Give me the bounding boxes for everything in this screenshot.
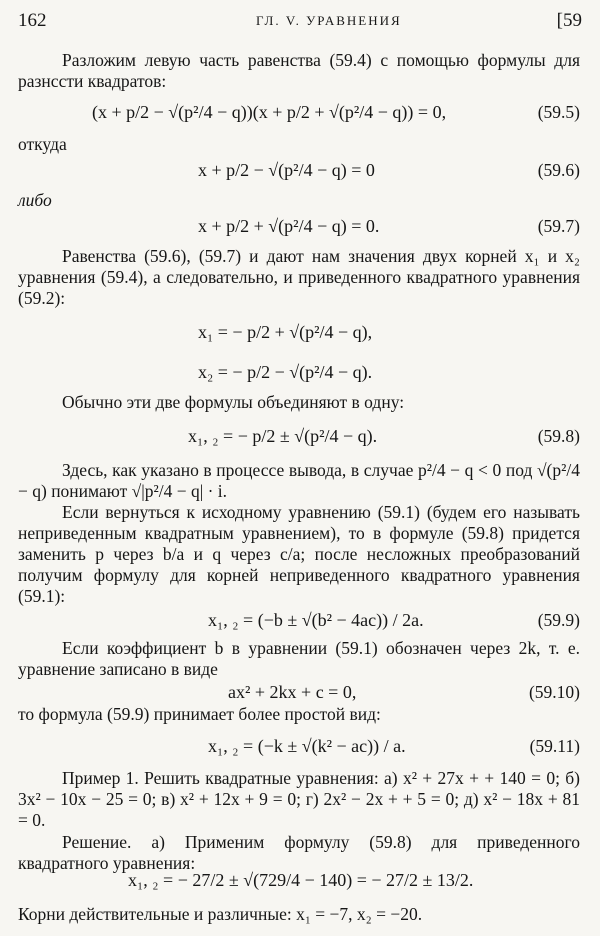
equation-x2-formula: x₂ = − p/2 − √(p²/4 − q). (198, 361, 373, 382)
equation-59-9-formula: x₁, ₂ = (−b ± √(b² − 4ac)) / 2a. (208, 609, 424, 630)
paragraph-general-equation: Если вернуться к исходному уравнению (59.1) (будем его называть неприведенным квадратным уравнением), то в формуле (59.8) придется заменить p через b/a и q через c/a; после несложных преобразований получим формулу для корней неприведенного квадратного уравнения (59.1): (18, 502, 580, 606)
paragraph-coefficient-2k: Если коэффициент b в уравнении (59.1) обозначен через 2k, т. е. уравнение записано в виде (18, 638, 580, 679)
paragraph-example-1: Пример 1. Решить квадратные уравнения: а) x² + 27x + + 140 = 0; б) 3x² − 10x − 25 = 0; в) x² + 12x + 9 = 0; г) 2x² − 2x + + 5 = 0; д) x² − 18x + 81 = 0. (18, 768, 580, 830)
equation-59-7-number: (59.7) (537, 216, 580, 236)
equation-59-9-number: (59.9) (537, 610, 580, 630)
equation-59-6-number: (59.6) (537, 160, 580, 180)
equation-solution (18, 860, 582, 900)
paragraph-solution: Решение. а) Применим формулу (59.8) для приведенного квадратного уравнения: (18, 832, 580, 873)
equation-x1-formula: x₁ = − p/2 + √(p²/4 − q), (198, 321, 373, 342)
equation-59-11-number: (59.11) (529, 736, 580, 756)
equation-59-7 (18, 206, 582, 246)
equation-59-9 (18, 600, 582, 640)
word-libo: либо (18, 190, 52, 210)
paragraph-roots: Равенства (59.6), (59.7) и дают нам значения двух корней x₁ и x₂ уравнения (59.4), а следовательно, и приведенного квадратного уравнения (59.2): (18, 246, 580, 308)
chapter-title: ГЛ. V. УРАВНЕНИЯ (256, 13, 402, 28)
equation-59-6 (18, 150, 582, 190)
paragraph-simpler-form: то формула (59.9) принимает более простой вид: (18, 704, 381, 724)
equation-59-10-formula: ax² + 2kx + c = 0, (228, 681, 357, 702)
paragraph-intro: Разложим левую часть равенства (59.4) с помощью формулы для разнссти квадратов: (18, 50, 580, 91)
paragraph-combine: Обычно эти две формулы объединяют в одну: (62, 392, 405, 412)
equation-x2 (18, 352, 582, 392)
equation-59-8 (18, 416, 582, 456)
equation-59-6-formula: x + p/2 − √(p²/4 − q) = 0 (198, 159, 375, 180)
equation-59-8-formula: x₁, ₂ = − p/2 ± √(p²/4 − q). (188, 425, 378, 446)
equation-59-8-number: (59.8) (537, 426, 580, 446)
equation-59-11 (18, 726, 582, 766)
equation-59-11-formula: x₁, ₂ = (−k ± √(k² − ac)) / a. (208, 735, 406, 756)
equation-x1 (18, 312, 582, 352)
equation-59-5 (18, 92, 582, 132)
equation-59-5-formula: (x + p/2 − √(p²/4 − q))(x + p/2 + √(p²/4 − q)) = 0, (92, 101, 447, 122)
equation-59-7-formula: x + p/2 + √(p²/4 − q) = 0. (198, 215, 380, 236)
equation-solution-formula: x₁, ₂ = − 27/2 ± √(729/4 − 140) = − 27/2 ± 13/2. (128, 869, 474, 890)
paragraph-roots-result: Корни действительные и различные: x₁ = −7, x₂ = −20. (18, 904, 423, 924)
word-otkuda: откуда (18, 134, 67, 154)
equation-59-5-number: (59.5) (537, 102, 580, 122)
running-header (18, 10, 582, 34)
paragraph-complex-case: Здесь, как указано в процессе вывода, в случае p²/4 − q < 0 под √(p²/4 − q) понимают √|p²/4 − q| · i. (18, 460, 580, 501)
section-marker: [59 (556, 10, 582, 31)
equation-59-10-number: (59.10) (528, 682, 580, 702)
page-number: 162 (18, 10, 47, 31)
